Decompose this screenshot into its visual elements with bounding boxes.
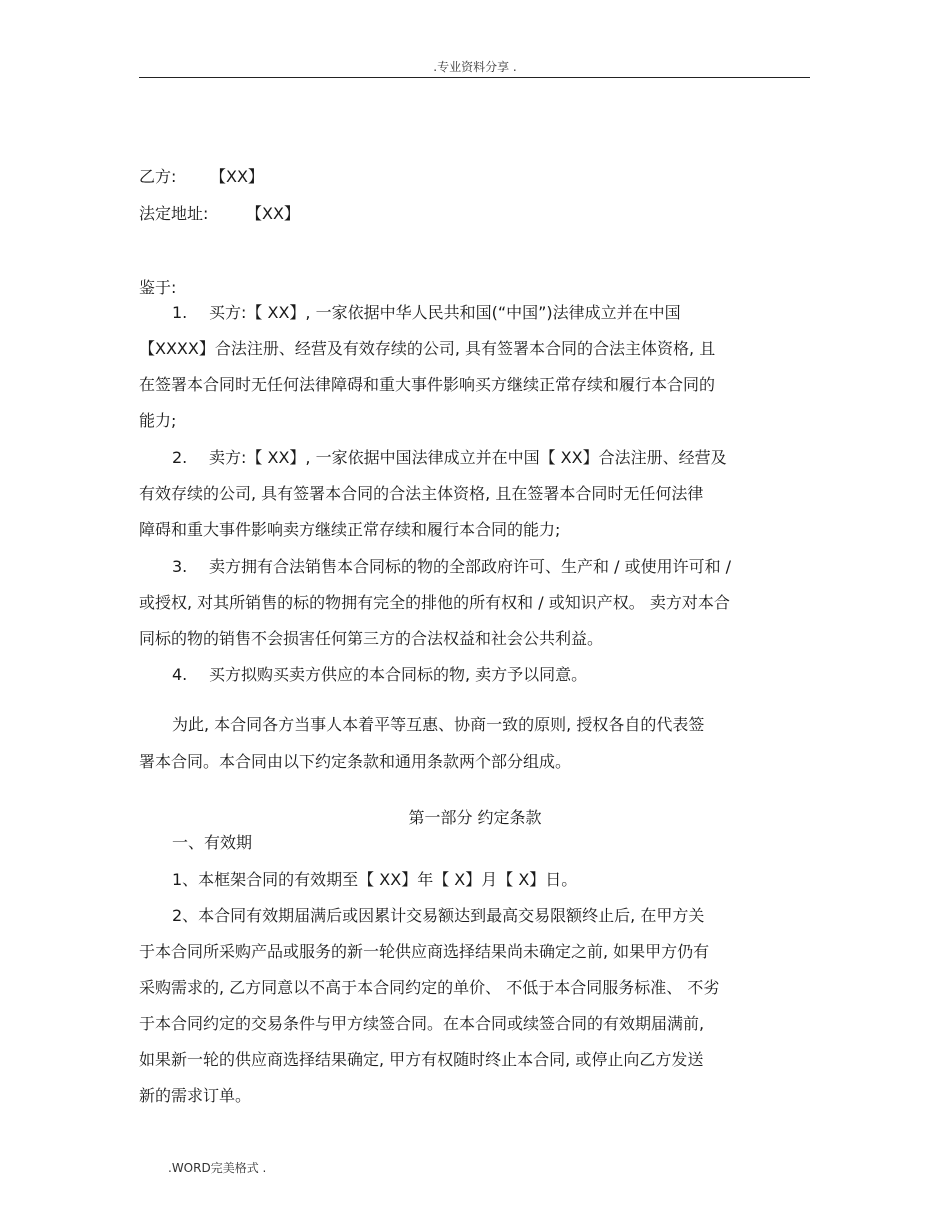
- whereas-item-line: 能力;: [139, 411, 177, 430]
- party-b-value: 【XX】: [210, 167, 264, 186]
- clause-2-line: 新的需求订单。: [139, 1086, 252, 1105]
- legal-address-label: 法定地址:: [139, 204, 209, 223]
- whereas-item-number: 4.: [172, 665, 188, 684]
- whereas-item-line: 卖方:【 XX】, 一家依据中国法律成立并在中国【 XX】合法注册、经营及: [209, 448, 727, 467]
- whereas-item-line: 或授权, 对其所销售的标的物拥有完全的排他的所有权和 / 或知识产权。 卖方对本合: [139, 593, 730, 612]
- whereas-item-number: 2.: [172, 448, 188, 467]
- clause-2-line: 如果新一轮的供应商选择结果确定, 甲方有权随时终止本合同, 或停止向乙方发送: [139, 1050, 704, 1069]
- header-divider: [139, 77, 810, 78]
- page-header: .专业资料分享 .: [433, 60, 517, 74]
- whereas-item-line: 买方拟购买卖方供应的本合同标的物, 卖方予以同意。: [209, 665, 588, 684]
- clause-2-line: 于本合同约定的交易条件与甲方续签合同。在本合同或续签合同的有效期届满前,: [139, 1014, 705, 1033]
- whereas-item-line: 同标的物的销售不会损害任何第三方的合法权益和社会公共利益。: [139, 629, 604, 648]
- whereas-item-line: 【XXXX】合法注册、经营及有效存续的公司, 具有签署本合同的合法主体资格, 且: [139, 339, 716, 358]
- clause-2-line: 于本合同所采购产品或服务的新一轮供应商选择结果尚未确定之前, 如果甲方仍有: [139, 942, 710, 961]
- whereas-item-number: 1.: [172, 303, 188, 322]
- section-title: 一、有效期: [172, 833, 253, 852]
- whereas-item-line: 买方:【 XX】, 一家依据中华人民共和国(“中国”)法律成立并在中国: [209, 303, 681, 322]
- party-b-label: 乙方:: [139, 167, 177, 186]
- part-one-title: 第一部分 约定条款: [408, 808, 542, 827]
- whereas-item-number: 3.: [172, 557, 188, 576]
- legal-address-value: 【XX】: [246, 204, 300, 223]
- preamble-line: 为此, 本合同各方当事人本着平等互惠、协商一致的原则, 授权各自的代表签: [172, 715, 705, 734]
- whereas-item-line: 障碍和重大事件影响卖方继续正常存续和履行本合同的能力;: [139, 520, 561, 539]
- page-footer: .WORD完美格式 .: [168, 1161, 267, 1175]
- whereas-item-line: 在签署本合同时无任何法律障碍和重大事件影响买方继续正常存续和履行本合同的: [139, 375, 716, 394]
- clause-2-line: 采购需求的, 乙方同意以不高于本合同约定的单价、 不低于本合同服务标准、 不劣: [139, 978, 720, 997]
- clause-1: 1、本框架合同的有效期至【 XX】年【 X】月【 X】日。: [172, 870, 578, 889]
- preamble-line: 署本合同。本合同由以下约定条款和通用条款两个部分组成。: [139, 752, 572, 771]
- whereas-item-line: 卖方拥有合法销售本合同标的物的全部政府许可、生产和 / 或使用许可和 /: [209, 557, 732, 576]
- whereas-item-line: 有效存续的公司, 具有签署本合同的合法主体资格, 且在签署本合同时无任何法律: [139, 484, 704, 503]
- whereas-title: 鉴于:: [139, 278, 177, 297]
- clause-2-line: 2、本合同有效期届满后或因累计交易额达到最高交易限额终止后, 在甲方关: [172, 906, 705, 925]
